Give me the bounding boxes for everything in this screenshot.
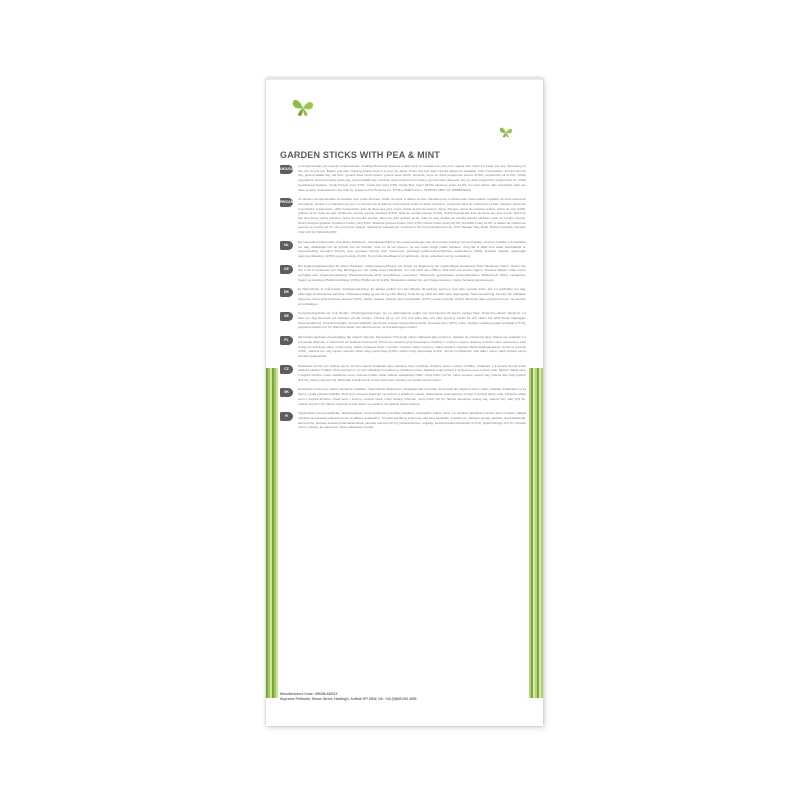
language-badge: SK	[280, 388, 293, 397]
section-text: Doplnkové krmivo pre malých domácich miláčikov. Odporúčané dávkovanie: Podávajte ako pochúťku, ktorá slúži ako doplnok stravy vášho miláčika. Podávajte 1-2 ks denne, podľa veľkosti miláčika. Pred aj po otvorení skladujte na suchom a chladnom mieste. Zabezpečte neobmedzený prístup k čerstvej pitnej vode. Zloženie: Mleté seno z bojínka lúčneho, mleté seno z lucerny, ovsená múka, mletý sušený rohovník, mletý hrach (10 %), ľanové semienka, sójový olej, sušené listy mäty (0,5 %), mätový olej (0,2 %). Dátum spotreby a číslo šarže sú uvedené na spodnej strane balenia.	[298, 387, 526, 406]
language-badge: UK/USA	[280, 165, 293, 174]
product-package-back	[266, 78, 543, 726]
language-section	[280, 335, 526, 359]
language-section	[280, 197, 526, 235]
language-section	[280, 287, 526, 306]
language-badge: PL	[280, 336, 293, 345]
manufacturer-code: Manufacturers Code: GB296 ADS13	[280, 692, 338, 696]
section-text: Kompletteringsfoder för små husdjur. Utfodringsanvisningar: Ge en välsmakande godbit som komplement till djurets vanliga foder. Rekommenderad mängd är 1-2 bitar per dag beroende på storleken på ditt husdjur. Förvara på en torr och sval plats före och efter öppning. Färskt hö och vatten bör alltid finnas tillgängligt. Sammansättning: Krossat timotejhö, krossat alfalfahö, havremjöl, krossat torkat johannesbröd, krossade ärtor (10%), linfrö, sojaolja, torkade pepparmyntsblad (0,5 %), pepparmyntsolja (0,2 %). Bäst före datum och batchnummer, se förpackningens botten.	[298, 311, 526, 330]
butterfly-icon	[290, 94, 316, 120]
section-text: Ein Ergänzungsfuttermittel für kleine Haustiere. Fütterungsempfehlung: Als Snack zur Ergänzung der regelmäßigen Ernährung Ihres Haustieres füttern. Geben Sie ihm 1 bis 2 Leckereien pro Tag, abhängig von der Größe Ihres Haustieres. Vor und nach dem Öffnen, bitte kühl und trocken lagern. Frisches Wasser sollte immer verfügbar sein. Zusammensetzung: Wiesenlieschgras Mehl, gemahlenes Luzerneheu, Hafermehl, getrockneten Johannisbrotkern, Erbsenmehl (10%), Leinsamen, Sojaöl, getrocknete Pfefferminzblätter (0,5%), Pfefferminzöl (0,2%). Mindestens haltbar bis und Chargennummer: siehe Verpackungsunterseite.	[298, 263, 526, 282]
language-section	[280, 387, 526, 406]
butterfly-icon	[498, 124, 514, 140]
language-badge: SE	[280, 312, 293, 321]
product-title: GARDEN STICKS WITH PEA & MINT	[280, 150, 440, 160]
manufacturer-footer	[280, 692, 526, 702]
grass-decoration-left	[266, 368, 278, 698]
language-section	[280, 264, 526, 283]
section-text: A complementary pet treat for small animals. Feeding Directions: Feed as a tasty treat to complement your pet's regular diet. Allow 1-2 treats per day, depending on the size of your pet. Before and after opening please store in a cool, dry place. Fresh hay and water should always be available. (UK) Composition: Ground timothy hay, ground alfalfa hay, oat flour, ground dried locust beans, ground peas (10%), linseeds, soya oil, dried peppermint leaves (0.5%), peppermint oil (0.2%). (USA) Ingredients: Ground timothy grass hay, ground alfalfa hay, oat flour, ground dried locust beans, ground peas, flaxseed, soy oil, dried peppermint, peppermint oil. (USA) Guaranteed Analysis: Crude Protein (min) 8.0%, Crude Fat (min) 2.5%, Crude fibre (max) 25.0%, Moisture (max) 11.0%. For best before date and batch code see base of pack. Guaranteed in the USA by: Supreme Pet Products Inc. PO Box 3682 Tucson, AZ 85751-3682 US: 18558232415	[298, 164, 526, 192]
section-text: Een aanvullend diervoeder voor kleine huisdieren. Gebruiksaanwijzing: Als snack toevoegen aan de normale voeding van uw huisdier. Geef uw huisdier 1-2 traktaties per dag, afhankelijk van de grootte van uw huisdier. Voor en na het openen, op een koele droge plaats bewaren. Zorg dat er altijd vers water beschikbaar is. Samenstelling: Gemalen Timothy hooi, gemalen luzerne hooi, haverresol, gedroogd johannesbroodpitmeel, erwtenbloem (10%), lijnzaad, sojaolie, gedroogde pepermuntbladeren (0,5%), pepermuntolie (0,2%). Ten minste houdbaar tot & batchcode: zie de onderkant van de verpakking.	[298, 239, 526, 258]
language-badge: NL	[280, 241, 293, 250]
grass-decoration-right	[529, 368, 543, 698]
language-badge: FR/CAN	[280, 198, 293, 207]
language-section	[280, 411, 526, 430]
language-section	[280, 164, 526, 192]
section-text: Mieszanka paszowa uzupełniająca dla małych zwierząt. Stosowanie: Przysmak należy traktować jako smaczne, dodatek do codziennej diety. Zaleca się podawać 1-2 przysmaki dziennie, w zależności od wielkości zwierzęcia. Przed i po otwarciu przechowywać w chłodnym i suchym miejscu. Zwierzę powinno mieć zapewniony stały dostęp do świeżego siana i wody pitnej. Skład: Zmielone siano z tymotki, zmielone siano z lucerny, mąka owsiana, mączka chleba świętojańskiego, zmielony groszek (10%), nasiona lnu, olej sojowy, suszone liście mięty pieprzowej (0,5%), olejek mięty pieprzowej (0,2%). Termin przydatności oraz data i numer partii podane są na spodzie opakowania.	[298, 335, 526, 358]
section-text: Un aliment complémentaire et friandise pour petits animaux. Mode d'emploi: A utiliser comme friandise pour complémenter l'alimentation régulière de votre animal de compagnie. Donner 1-2 friandises par jour, en fonction de la taille de votre animal. Avant et après ouverture, conserver dans un endroit sec et frais. Toujours laisser de l'eau fraîche à disposition. (FR) Composition: Foin de fléole des prés moulu, farine de foin de luzerne, farine d'avoine, farine de caroube séchée, farine de pois (10%), graines de lin, huile de soja, feuilles de menthe poivrée séchées (0,5%), huile de menthe poivrée (0,2%). (CAN) Ingrédients: Foin de fléole des prés moulu, farine de foin de luzerne, farine d'avoine, farine de caroube séchée, farine de pois, graines de lin, huile de soja, feuilles de menthe poivrée séchées, huile de menthe poivrée. (CAN) Analyse garantie: Protéines brutes (min) 8,0%, Matières grasses brutes (min) 2,5%, Fibres brutes (max) 25,0%, Humidité (max) 11,0%. A utiliser de préférence avant le et numéro de lot, voir au fond du paquet. Garanti au Canada par: Jamieson's Pet Food Distributors Ltd, 7479 Vantage Way, Delta, British Columbia, Canada, V4G 1C9 Tel: 604-940-9780	[298, 197, 526, 235]
language-section	[280, 364, 526, 383]
language-section	[280, 240, 526, 259]
language-badge: CZ	[280, 365, 293, 374]
section-text: Täydentävä rehu pieneläimille. Ruokintaohjeet: Anna herkkuna lemmikkisi tavallisen ruokavalion lisänä. Anna 1-2 herkkua päivässä lemmikin koon mukaan. Säilytä viileässä ja kuivassa paikassa ennen ja jälkeen avaamisen. Tuoretta heinää ja vettä tulee olla aina saatavilla. Koostumus: Jauhettu timotei, jauhettu sinimailasheinä, kauraj auho, jauhettu kuivattu johanneksenleipä, jauhetut herneet (10 %), pellavansiemen, soijaöljy, kuivatut piparminttulehdet (0,5 %), piparminttuöljy (0,2 %). Parasta ennen -päiväys ja eränumero: katso pakkauksen pohja.	[298, 411, 526, 430]
language-badge: FI	[280, 412, 293, 421]
manufacturer-address: Supreme Petfoods, Stowe Street, Hadleigh, Suffolk IP7 6DW, UK. +44 (0)845 054 3550	[280, 697, 417, 701]
section-text: Doplňkové krmivo pro drobné savce. Krmení návod: Podávejte jako pamlsek, který doplňuje obvyklou stravu vašeho zvířátka. Podávejte 1-2 kousky denně podle velikosti vašeho zvířátka. Před otevřením i po něm skladujte na suchém a chladném místě. Zajistěte trvalý přístup k čerstvému seno a pitné vodě. Složení: Mleté seno z bojínku lučního, mleté vojtěškové seno, ovesná mouka, mleté sušené svatojánský chléb, mletý hrách (10 %), lněné semeno, sójový olej, sušené listy máty peprné (0,5 %), mátový olej (0,2 %). Minimální trvanlivost do a číslo šarže jsou uvedeny na spodní straně balení.	[298, 363, 526, 382]
section-text: Et tilskudsfoder til små husdyr. Fodringsvejledning: En lækker godbid som kan tilbydes dit kæledyr sammen med dets normale foder. Giv 1-2 godbidder per dag, afhængigt af kæledyrets størrelse. Opbevares køligt og tørt før og efter åbning. Frisk hø og vand bør altid være tilgængeligt. Sammensætning: Timothy hø, alfalfahø, havremel, tørret johannesbrød, ærtemel (10%), hørfrø, sojaolie, tørrede pebermynteblade (0,5%), pebermynteolie (0,2%). Bedst før dato og batchnummer: Se bunden af emballagen.	[298, 287, 526, 306]
label-sections	[280, 164, 526, 435]
package-top-edge	[266, 78, 543, 80]
language-section	[280, 311, 526, 330]
language-badge: DK	[280, 288, 293, 297]
language-badge: DE	[280, 265, 293, 274]
